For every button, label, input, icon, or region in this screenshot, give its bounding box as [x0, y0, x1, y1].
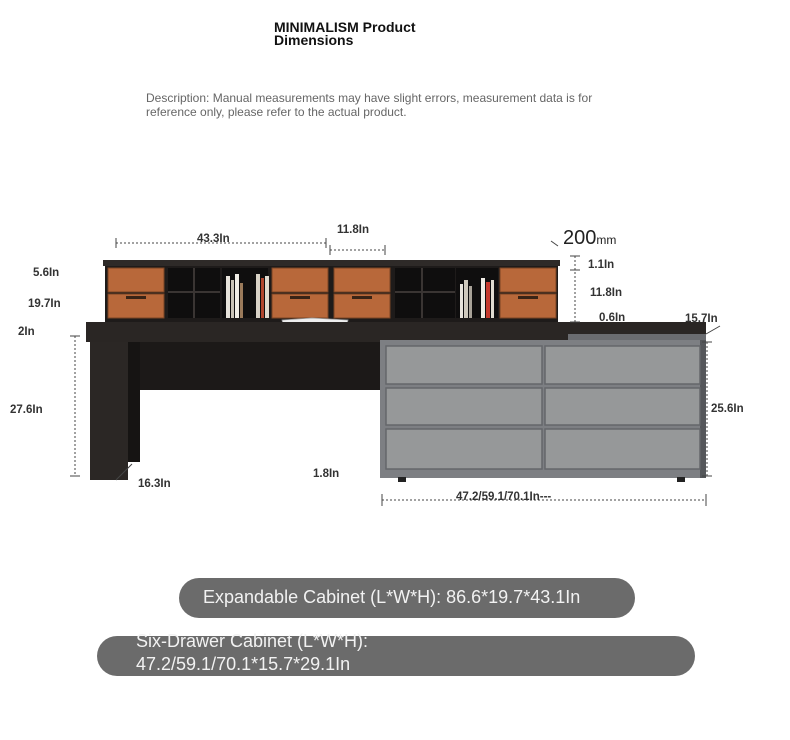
desk-leg	[90, 342, 128, 480]
dim-desk-thickness: 2In	[18, 326, 35, 338]
six-drawer-line1: Six-Drawer Cabinet (L*W*H):	[136, 631, 369, 651]
dim-cabinet-width: 47.2/59.1/70.1In---	[456, 491, 552, 503]
description-text: Description: Manual measurements may have slight errors, measurement data is for reference only, please refer to the actual product.	[146, 91, 593, 119]
dim-hutch-height: 19.7In	[28, 298, 61, 310]
dim-hutch-top: 5.6In	[33, 267, 60, 279]
six-drawer-line2: 47.2/59.1/70.1*15.7*29.1In	[136, 654, 351, 674]
dim-shelf-thickness: 1.1In	[588, 259, 615, 271]
dim-cabinet-depth: 15.7In	[685, 313, 718, 325]
dim-desk-height: 27.6In	[10, 404, 43, 416]
dim-shelf-gap: 11.8In	[337, 224, 369, 236]
dim-gap-small: 0.6In	[599, 312, 626, 324]
expandable-cabinet-caption	[179, 578, 635, 618]
dim-top-width: 43.3In	[197, 233, 230, 245]
dim-cabinet-height: 25.6In	[711, 403, 744, 415]
six-drawer-cabinet-caption	[97, 631, 695, 676]
expandable-cabinet-text: Expandable Cabinet (L*W*H): 86.6*19.7*43.1In	[203, 587, 581, 607]
dim-shelf-inner: 11.8In	[590, 287, 622, 299]
page-title: MINIMALISM Product Dimensions	[274, 19, 416, 48]
dim-200mm: 200mm	[563, 227, 617, 249]
dim-leg-depth: 16.3In	[138, 478, 171, 490]
dim-foot-height: 1.8In	[313, 468, 340, 480]
